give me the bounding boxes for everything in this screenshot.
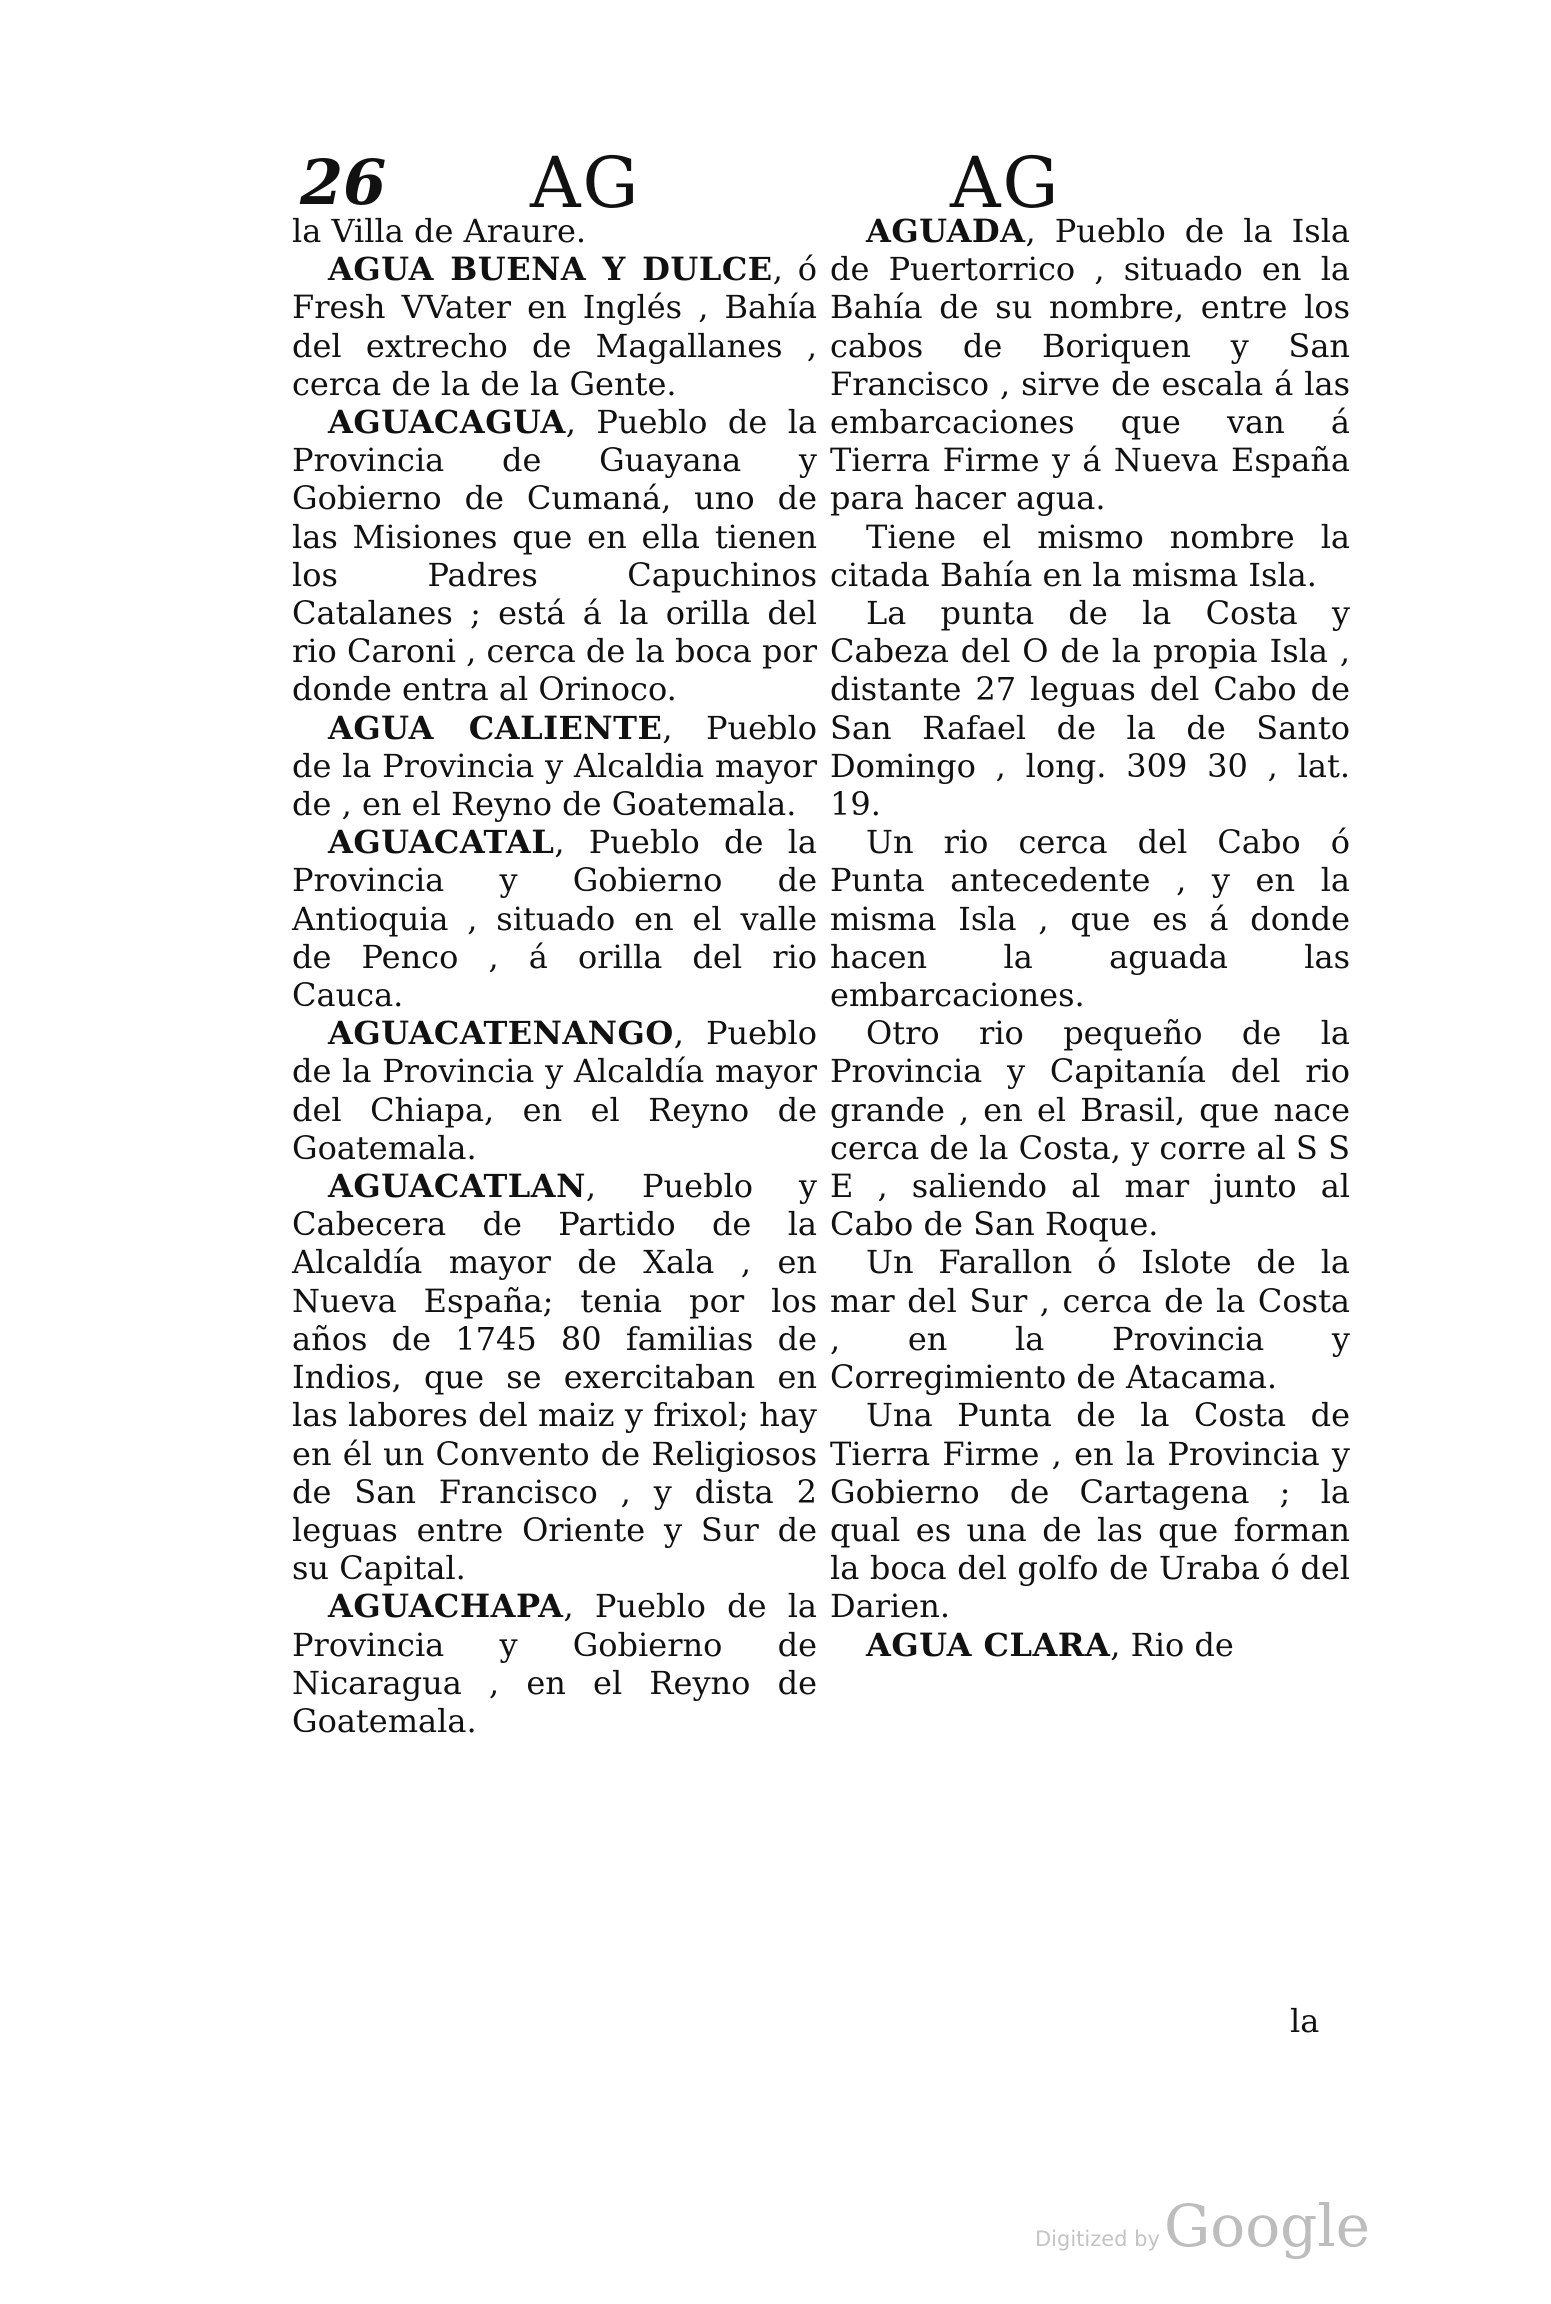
dictionary-entry — [292, 1014, 817, 1167]
right-column — [830, 212, 1350, 1664]
dictionary-entry — [292, 250, 817, 403]
entry-headword: AGUACATLAN — [328, 1167, 586, 1206]
entry-text: , ó Fresh VVater en Inglés , Bahía del extrecho de Magallanes , cerca de la de la Gente. — [292, 250, 818, 403]
google-logo: Google — [1163, 2192, 1371, 2260]
digitized-by-google-watermark — [1035, 2192, 1370, 2262]
dictionary-entry — [830, 1626, 1350, 1664]
dictionary-entry — [292, 212, 817, 250]
entry-text: , Pueblo de la Provincia de Guayana y Gobierno de Cumaná, uno de las Misiones que en ella tienen los Padres Capuchinos Catalanes ; está á la orilla del rio Caroni , cerca de la boca por donde entra al Orinoco. — [292, 403, 817, 709]
dictionary-entry — [830, 212, 1350, 518]
entry-text: Una Punta de la Costa de Tierra Firme , en la Provincia y Gobierno de Cartagena ; la qual es una de las que forman la boca del golfo de Uraba ó del Darien. — [830, 1396, 1350, 1626]
dictionary-entry — [292, 1587, 817, 1740]
dictionary-entry — [830, 1396, 1350, 1625]
entry-text: , Rio de — [1110, 1625, 1234, 1664]
entry-headword: AGUA CALIENTE — [328, 708, 663, 747]
dictionary-entry — [292, 1167, 817, 1587]
dictionary-entry — [292, 709, 817, 824]
entry-text: Un rio cerca del Cabo ó Punta antecedente , y en la misma Isla , que es á donde hacen la aguada las embarcaciones. — [830, 823, 1350, 1015]
entry-text: la Villa de Araure. — [292, 212, 587, 250]
left-column — [292, 212, 817, 1740]
dictionary-entry — [292, 823, 817, 1014]
entry-headword: AGUA CLARA — [866, 1625, 1111, 1664]
entry-text: , Pueblo de la Provincia y Alcaldia mayor de , en el Reyno de Goatemala. — [292, 708, 817, 824]
entry-headword: AGUACATENANGO — [328, 1014, 674, 1053]
page-number: 26 — [300, 146, 387, 219]
entry-text: , Pueblo de la Provincia y Alcaldía mayor del Chiapa, en el Reyno de Goatemala. — [292, 1014, 817, 1167]
dictionary-entry — [830, 518, 1350, 594]
entry-headword: AGUACAGUA — [328, 403, 566, 442]
entry-text: , Pueblo de la Isla de Puertorrico , situado en la Bahía de su nombre, entre los cabos de Boriquen y San Francisco , sirve de escala á las embarcaciones que van á Tierra Firme y á Nueva España para hacer agua. — [830, 212, 1350, 518]
running-head-left: AG — [530, 142, 641, 224]
dictionary-entry — [830, 594, 1350, 823]
entry-headword: AGUACHAPA — [328, 1587, 564, 1626]
entry-text: La punta de la Costa y Cabeza del O de la propia Isla , distante 27 leguas del Cabo de San Rafael de la de Santo Domingo , long. 309 30 , lat. 19. — [830, 594, 1350, 824]
entry-headword: AGUACATAL — [328, 823, 555, 862]
entry-headword: AGUADA — [866, 212, 1026, 250]
dictionary-entry — [830, 823, 1350, 1014]
entry-text: , Pueblo y Cabecera de Partido de la Alcaldía mayor de Xala , en Nueva España; tenia por los años de 1745 80 familias de Indios, que se exercitaban en las labores del maiz y frixol; hay en él un Convento de Religiosos de San Francisco , y dista 2 leguas entre Oriente y Sur de su Capital. — [292, 1167, 817, 1588]
entry-headword: AGUA BUENA Y DULCE — [328, 250, 773, 289]
entry-text: , Pueblo de la Provincia y Gobierno de Nicaragua , en el Reyno de Goatemala. — [292, 1587, 817, 1740]
running-head-right: AG — [950, 142, 1061, 224]
entry-text: Tiene el mismo nombre la citada Bahía en la misma Isla. — [830, 517, 1350, 594]
entry-text: , Pueblo de la Provincia y Gobierno de Antioquia , situado en el valle de Penco , á orilla del rio Cauca. — [292, 823, 817, 1015]
dictionary-entry — [830, 1014, 1350, 1243]
watermark-prefix: Digitized by — [1035, 2227, 1160, 2251]
dictionary-entry — [292, 403, 817, 709]
catchword: la — [1290, 2002, 1320, 2040]
dictionary-entry — [830, 1243, 1350, 1396]
entry-text: Otro rio pequeño de la Provincia y Capitanía del rio grande , en el Brasil, que nace cerca de la Costa, y corre al S S E , saliendo al mar junto al Cabo de San Roque. — [830, 1014, 1350, 1244]
entry-text: Un Farallon ó Islote de la mar del Sur , cerca de la Costa , en la Provincia y Corregimiento de Atacama. — [830, 1243, 1350, 1397]
